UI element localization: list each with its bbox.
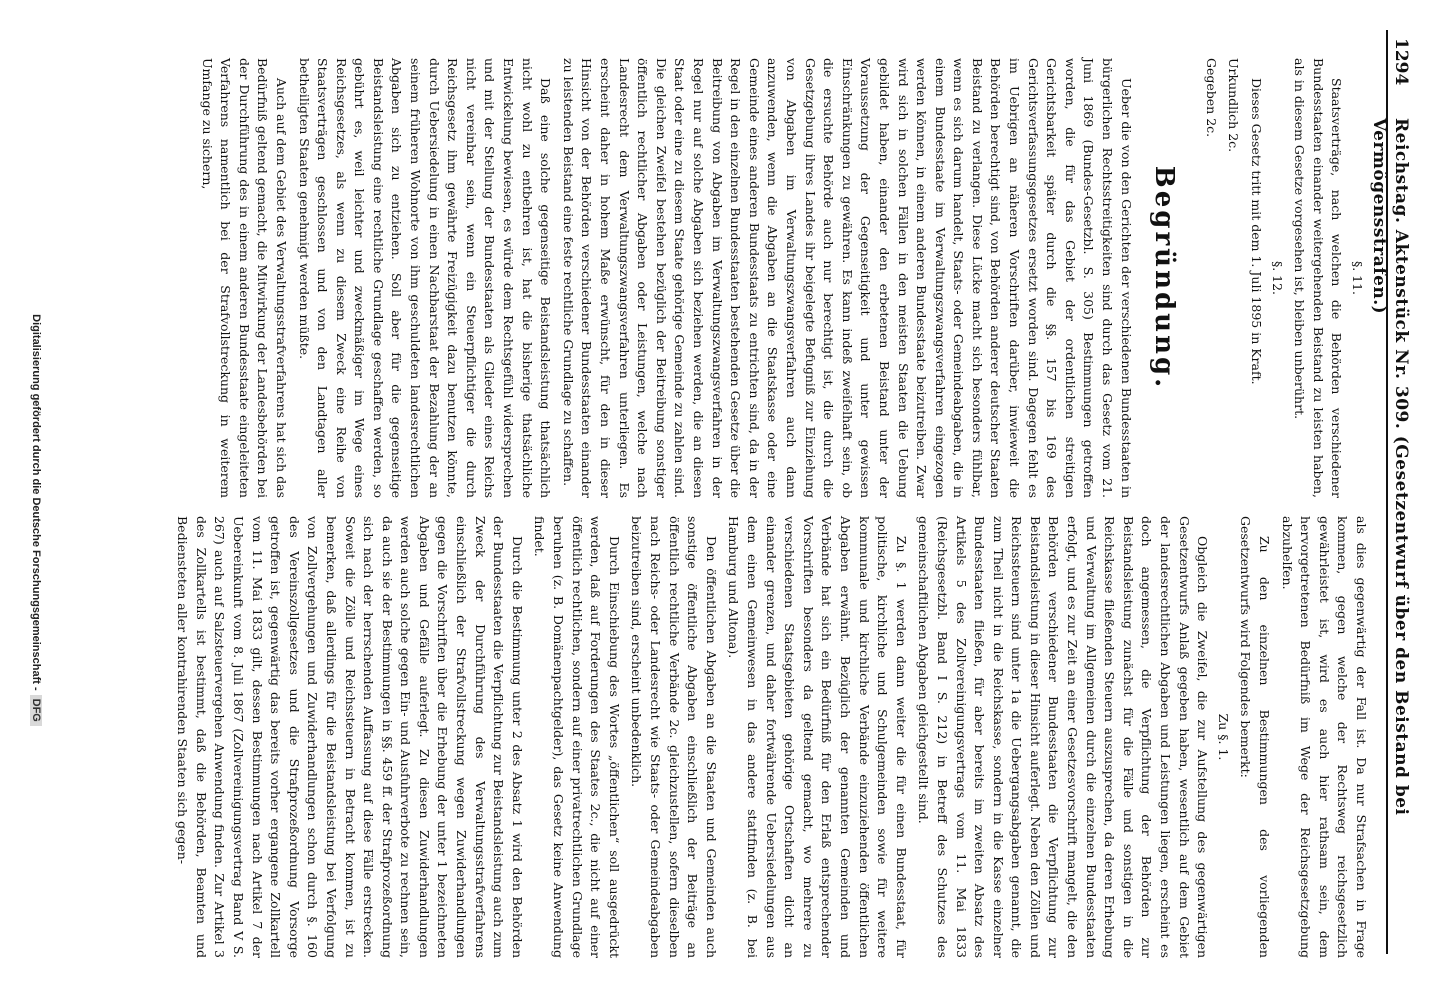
closing-line-2: Gegeben 2c.	[1203, 58, 1219, 138]
right-paragraph-4: Zu §. 1 werden dann weiter die für einen Bundesstaat, für politische, kirchliche und Schulgemeinden sowie für weitere kommunale und kirchliche Verbände einzuziehenden öffentlichen Abgaben erwähnt. Bezüglich der genannten Gemeinden und Verbände hat sich ein Bedürfniß für den Erlaß entsprechender Vorschriften besonders da geltend gemacht, wo mehrere zu verschiedenen Staatsgebieten gehörige Ortschaften dicht an einander grenzen, und daher fortwährende Uebersiedelungen aus dem einen Gemeinwesen in das andere stattfinden (z. B. bei Hamburg und Altona).	[726, 516, 909, 958]
right-paragraph-5: Den öffentlichen Abgaben an die Staaten und Gemeinden auch sonstige öffentliche Abgaben einschließlich der Beiträge an öffentlich rechtliche Verbände 2c. gleichzustellen, sofern dieselben nach Reichs- oder Landesrecht wie Staats- oder Gemeindeabgaben beizutreiben sind, erscheint unbedenklich.	[629, 516, 719, 958]
right-paragraph-2: Zu den einzelnen Bestimmungen des vorliegenden Gesetzentwurfs wird Folgendes bemerkt:	[1238, 516, 1273, 958]
section-11-text: Staatsverträge, nach welchen die Behörden verschiedener Bundesstaaten einander weitergehenden Beistand zu leisten haben, als in diesem Gesetze vorgesehen ist, bleiben unberührt.	[1292, 58, 1345, 498]
right-paragraph-6: Durch Einschiebung des Wortes „öffentlichen“ soll ausgedrückt werden, daß auf Forderungen des Staates 2c., die nicht auf einer öffentlich rechtlichen, sondern auf einer privatrechtlichen Grundlage beruhen (z. B. Domänenpachtgelder), das Gesetz keine Anwendung findet.	[532, 516, 622, 958]
right-column	[169, 516, 1370, 958]
running-head-title: Reichstag. Aktenstück Nr. 309. (Gesetzentwurf über den Beistand bei Vermögensstrafen.)	[1369, 118, 1411, 816]
left-paragraph-3: Auch auf dem Gebiet des Verwaltungsstrafverfahrens hat sich das Bedürfniß geltend gemacht, die Mitwirkung der Landesbehörden bei der Durchführung des in einem anderen Bundesstaate eingeleiteten Verfahrens namentlich bei der Strafvollstreckung in weiterem Umfange zu sichern,	[199, 58, 289, 498]
right-paragraph-1: als dies gegenwärtig der Fall ist. Da nur Strafsachen in Frage kommen, gegen welche der Rechtsweg reichsgesetzlich gewährleistet ist, wird es auch hier rathsam sein, dem hervorgetretenen Bedürfniß im Wege der Reichsgesetzgebung abzuhelfen.	[1279, 516, 1369, 958]
section-11-label: §. 11.	[1350, 260, 1365, 296]
page-number: 1294	[1391, 38, 1411, 86]
closing-line-1: Urkundlich 2c.	[1226, 58, 1242, 153]
left-paragraph-1: Ueber die von den Gerichten der verschiedenen Bundesstaaten in bürgerlichen Rechtsstreitigkeiten sind durch das Gesetz vom 21. Juni 1869 (Bundes-Gesetzbl. S. 305) Bestimmungen getroffen worden, die für das Gebiet der ordentlichen streitigen Gerichtsbarkeit später durch die §§. 157 bis 169 des Gerichtsverfassungsgesetzes ersetzt worden sind. Dagegen fehlt es im Uebrigen an näheren Vorschriften darüber, inwieweit die Behörden berechtigt sind, von Behörden anderer deutscher Staaten Beistand zu verlangen. Diese Lücke macht sich besonders fühlbar, wenn es sich darum handelt, Staats- oder Gemeindeabgaben, die in einem Bundesstaate im Verwaltungszwangsverfahren eingezogen werden können, in einem anderen Bundesstaate beizutreiben. Zwar wird sich in solchen Fällen in den meisten Staaten die Uebung gebildet haben, einander den erbetenen Beistand unter der Voraussetzung der Gegenseitigkeit und unter gewissen Einschränkungen zu gewähren. Es kann indeß zweifelhaft sein, ob die ersuchte Behörde auch nur berechtigt ist, die durch die Gesetzgebung ihres Landes ihr beigelegte Befugniß zur Einziehung von Abgaben im Verwaltungszwangsverfahren auch dann anzuwenden, wenn die Abgaben an die Staatskasse oder eine Gemeinde eines anderen Bundesstaats zu entrichten sind, da in der Regel in den einzelnen Bundesstaaten bestehenden Gesetze über die Beitreibung von Abgaben im Verwaltungszwangsverfahren in der Regel nur auf solche Abgaben sich beziehen werden, die an diesen Staat oder eine zu diesem Staate gehörige Gemeinde zu zahlen sind. Die gleichen Zweifel bestehen bezüglich der Beitreibung sonstiger öffentlich rechtlicher Abgaben oder Leistungen, welche nach Landesrecht dem Verwaltungszwangsverfahren unterliegen. Es erscheint daher in hohem Maße erwünscht, für den in dieser Hinsicht von der Behörden verschiedener Bundesstaaten einander zu leistenden Beistand eine feste rechtliche Grundlage zu schaffen.	[560, 58, 1134, 498]
digitization-credit	[30, 160, 42, 880]
section-12-text: Dieses Gesetz tritt mit dem 1. Juli 1895 in Kraft.	[1249, 78, 1265, 385]
dfg-logo: DFG	[30, 695, 42, 726]
right-paragraph-7: Durch die Bestimmung unter 2 des Absatz 1 wird den Behörden der Bundesstaaten die Verpflichtung zur Beistandsleistung auch zum Zweck der Durchführung des Verwaltungsstrafverfahrens einschließlich der Strafvollstreckung wegen Zuwiderhandlungen gegen die Vorschriften über die Erhebung der unter 1 bezeichneten Abgaben und Gefälle auferlegt. Zu diesen Zuwiderhandlungen werden auch solche gegen Ein- und Ausfuhrverbote zu rechnen sein, da auch sie der Bestimmungen in §§. 459 ff. der Strafprozeßordnung sich nach der herrschenden Auffassung auf diese Fälle erstrecken. Soweit die Zölle und Reichssteuern in Betracht kommen, ist zu bemerken, daß allerdings für die Beistandsleistung bei Verfolgung von Zollvergehungen und Zuwiderhandlungen schon durch §. 160 des Vereinszollgesetzes und die Strafprozeßordnung Vorsorge getroffen ist, gegenwärtig das bereits vorher ergangene Zollkartell vom 11. Mai 1833 gilt, dessen Bestimmungen nach Artikel 7 der Uebereinkunft vom 8. Juli 1867 (Zollvereinigungsvertrag Band V S. 267) auch auf Salzsteuervergehen Anwendung finden. Zur Artikel 3 des Zollkartells ist bestimmt, daß die Behörden, Beamten und Bediensteten aller kontrahirenden Staaten sich gegen-	[175, 516, 525, 958]
left-column	[193, 58, 1370, 498]
left-paragraph-2: Daß eine solche gegenseitige Beistandsleistung thatsächlich nicht wohl zu entbehren ist, hat die bisherige thatsächliche Entwickelung bewiesen, es würde dem Rechtsgefühl widersprechen und mit der Stellung der Bundesstaaten als Glieder eines Reichs nicht vereinbar sein, wenn ein Steuerpflichtiger die durch Reichsgesetz ihm gewährte Freizügigkeit dazu benutzen könnte, durch Uebersiedelung in einen Nachbarstaat der Bezahlung der an seinem früheren Wohnorte von ihm geschuldeten landesrechtlichen Abgaben sich zu entziehen. Soll aber für die gegenseitige Beistandsleistung eine rechtliche Grundlage geschaffen werden, so gebührt es, weil leichter und zweckmäßiger im Wege eines Reichsgesetzes, als wenn zu diesem Zweck eine Reihe von Staatsverträgen geschlossen und von den Landtagen aller betheiligten Staaten genehmigt werden müßte.	[296, 58, 554, 498]
section-12-label: §. 12.	[1269, 260, 1285, 296]
credit-text: Digitalisierung gefördert durch die Deutsche Forschungsgemeinschaft -	[30, 314, 42, 691]
section-1-label: Zu §. 1.	[1215, 713, 1231, 761]
header-rule	[1386, 30, 1388, 954]
running-header	[1369, 38, 1424, 958]
section-heading: Begründung.	[1149, 165, 1180, 391]
right-paragraph-3: Obgleich die Zweifel, die zur Aufstellung des gegenwärtigen Gesetzentwurfs Anlaß gegeben haben, wesentlich auf dem Gebiet der landesrechtlichen Abgaben und Leistungen liegen, erscheint es doch angemessen, die Verpflichtung der Behörden zur Beistandsleistung zunächst für die Fälle und sonstigen in die Reichskasse fließenden Steuern auszusprechen, da deren Erhebung und Verwaltung im Allgemeinen durch die einzelnen Bundesstaaten erfolgt, und es zur Zeit an einer Gesetzesvorschrift mangelt, die den Behörden verschiedener Bundesstaaten die Verpflichtung zur Beistandsleistung in dieser Hinsicht auferlegt. Neben den Zöllen und Reichssteuern sind unter 1a die Uebergangsabgaben genannt, die zum Theil nicht in die Reichskasse, sondern in die Kasse einzelner Bundesstaaten fließen, für aber bereits im zweiten Absatz des Artikels 5 des Zollvereinigungsvertrags vom 11. Mai 1833 (Reichsgesetzbl. Band I S. 212) in Betreff des Schutzes des gemeinschaftlichen Abgaben gleichgestellt sind.	[916, 516, 1211, 958]
